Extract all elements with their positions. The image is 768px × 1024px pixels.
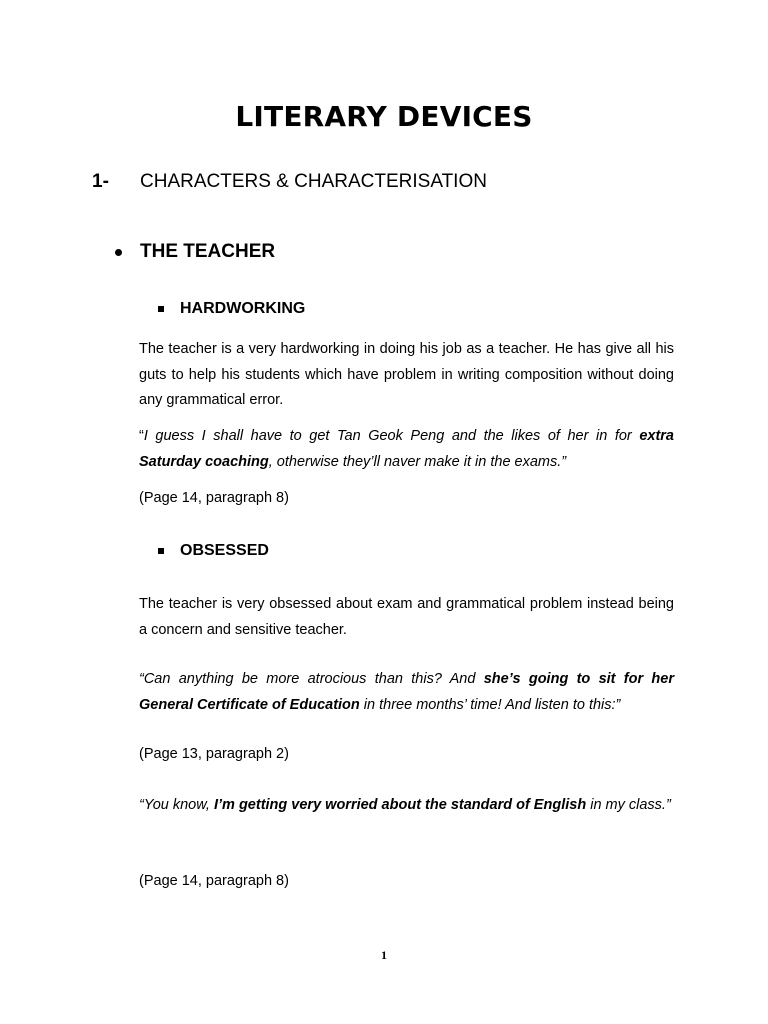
trait-description-obsessed: The teacher is very obsessed about exam and grammatical problem instead being a concern and sensitive teacher. (139, 596, 674, 638)
trait-label: OBSESSED (180, 542, 269, 559)
section-number: 1- (92, 171, 109, 192)
page-reference: (Page 14, paragraph 8) (139, 490, 289, 506)
quote-paragraph-1 (139, 424, 674, 475)
trait-label: HARDWORKING (180, 300, 306, 317)
trait-description-hardworking: The teacher is a very hardworking in doing his job as a teacher. He has give all his guts to help his students which have problem in writing composition without doing any grammatical error. (139, 341, 674, 408)
quote-paragraph-3 (139, 793, 674, 819)
page-reference (139, 873, 289, 889)
square-bullet-icon (158, 548, 164, 554)
quote-emphasis: I’m getting very worried about the standard of English (213, 797, 587, 813)
quote-text: , otherwise they’ll naver make it in the exams.” (268, 453, 567, 470)
quote-text: “Can anything be more atrocious than this? And (139, 671, 484, 687)
quote-emphasis: she’s going to sit for her General Certificate of Education (139, 671, 674, 713)
reference-text: Page 14, paragraph 8) (143, 873, 289, 889)
quote-text: in my class.” (586, 797, 671, 813)
quote-paragraph-2 (139, 667, 674, 718)
quote-text: I guess I shall have to get Tan Geok Peng and the likes of her in for (143, 428, 640, 444)
quote-text: in three months’ time! And listen to this:” (359, 696, 621, 713)
reference-open-paren: ( (139, 873, 144, 889)
document-title: LITERARY DEVICES (235, 100, 533, 133)
page-number: 1 (381, 948, 387, 962)
quote-emphasis: extra Saturday coaching (139, 428, 674, 470)
section-title: CHARACTERS & CHARACTERISATION (140, 171, 487, 192)
quote-open-mark: “ (139, 428, 144, 444)
page-reference: (Page 13, paragraph 2) (139, 746, 289, 762)
character-name: THE TEACHER (140, 241, 276, 262)
quote-text: “You know, (139, 797, 214, 813)
square-bullet-icon (158, 306, 164, 312)
bullet-dot-icon (115, 249, 122, 256)
